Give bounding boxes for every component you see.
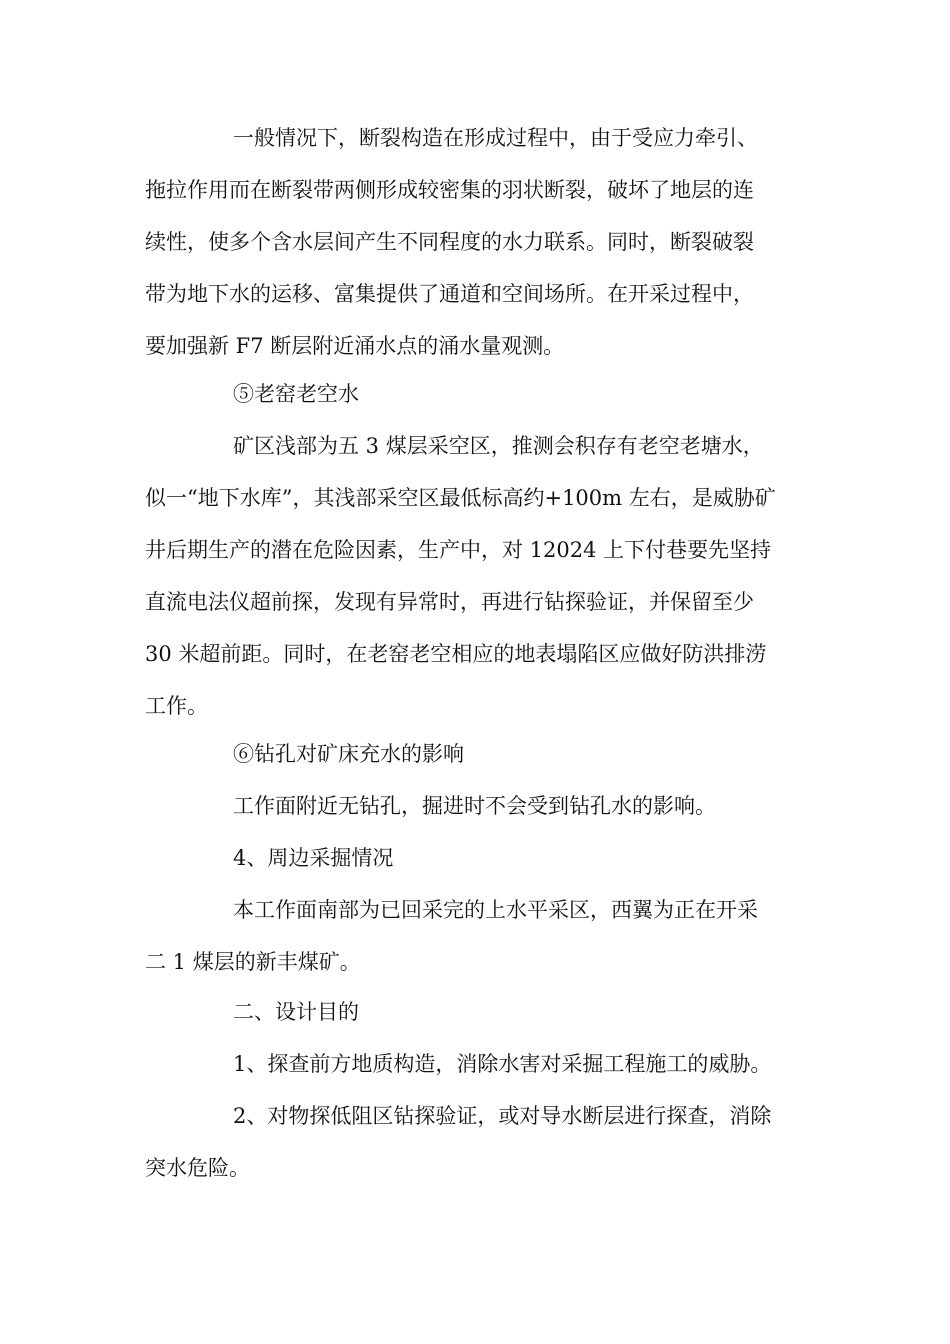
text-line: 一般情况下，断裂构造在形成过程中，由于受应力牵引、 [233,126,758,150]
text-line: 2、对物探低阻区钻探验证，或对导水断层进行探查，消除 [233,1104,772,1128]
paragraph-fault-structure [145,112,810,372]
text-line: 1、探查前方地质构造，消除水害对采掘工程施工的威胁。 [233,1052,772,1076]
list-item-purpose-1 [145,1038,810,1090]
heading-surrounding-mining [145,832,810,884]
text-line: 拖拉作用而在断裂带两侧形成较密集的羽状断裂，破坏了地层的连 [145,178,754,202]
text-line: 二 1 煤层的新丰煤矿。 [145,950,361,974]
text-line: 工作面附近无钻孔，掘进时不会受到钻孔水的影响。 [233,794,716,818]
paragraph-no-borehole [145,780,810,832]
text-line: 4、周边采掘情况 [233,846,394,870]
text-line: 突水危险。 [145,1156,250,1180]
text-line: 工作。 [145,694,208,718]
text-line: 直流电法仪超前探，发现有异常时，再进行钻探验证，并保留至少 [145,590,754,614]
text-line: ⑥钻孔对矿床充水的影响 [233,742,464,766]
text-line: 本工作面南部为已回采完的上水平采区，西翼为正在开采 [233,898,758,922]
text-line: 30 米超前距。同时，在老窑老空相应的地表塌陷区应做好防洪排涝 [145,642,767,666]
heading-borehole-influence [145,728,810,780]
text-line: 二、设计目的 [233,1000,359,1024]
text-line: 带为地下水的运移、富集提供了通道和空间场所。在开采过程中， [145,282,754,306]
text-line: 似一“地下水库”，其浅部采空区最低标高约+100m 左右，是威胁矿 [145,486,776,510]
text-line: 矿区浅部为五 3 煤层采空区，推测会积存有老空老塘水， [233,434,764,458]
text-line: 井后期生产的潜在危险因素，生产中，对 12024 上下付巷要先坚持 [145,538,772,562]
heading-design-purpose [145,986,810,1038]
paragraph-old-kiln-water [145,420,810,732]
list-item-purpose-2 [145,1090,810,1194]
heading-old-kiln-water [145,368,810,420]
paragraph-surrounding-mining [145,884,810,988]
text-line: 续性，使多个含水层间产生不同程度的水力联系。同时，断裂破裂 [145,230,754,254]
text-line: 要加强新 F7 断层附近涌水点的涌水量观测。 [145,334,565,358]
text-line: ⑤老窑老空水 [233,382,359,406]
